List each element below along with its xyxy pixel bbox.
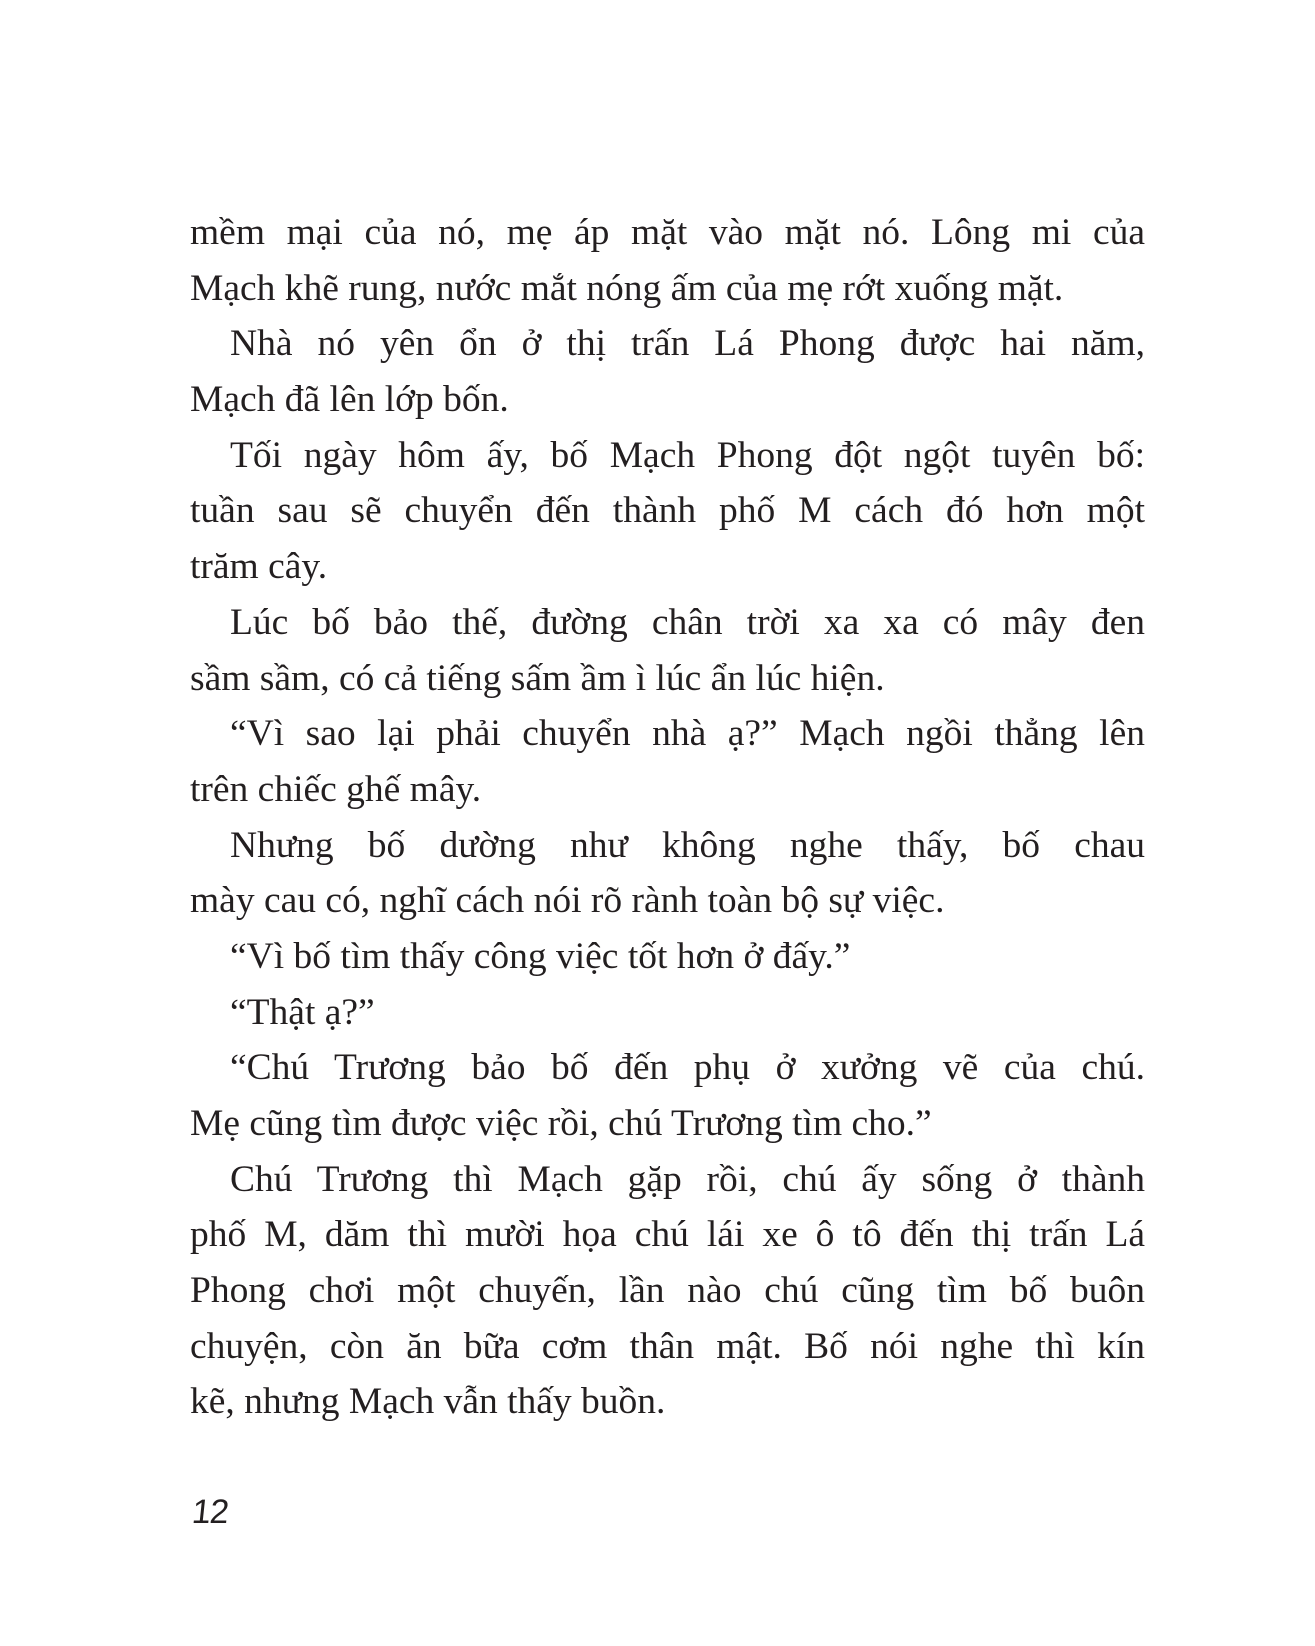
paragraph-8 bbox=[190, 985, 1145, 1041]
text-line: tuần sau sẽ chuyển đến thành phố M cách đó hơn một bbox=[190, 490, 1145, 532]
text-line: trên chiếc ghế mây. bbox=[190, 768, 482, 810]
paragraph-6 bbox=[190, 818, 1145, 929]
text-line: phố M, dăm thì mười họa chú lái xe ô tô đến thị trấn Lá bbox=[190, 1214, 1145, 1256]
page-number: 12 bbox=[190, 1493, 230, 1531]
text-line: Nhưng bố dường như không nghe thấy, bố chau bbox=[230, 824, 1145, 866]
paragraph-5 bbox=[190, 706, 1145, 817]
text-line: Tối ngày hôm ấy, bố Mạch Phong đột ngột tuyên bố: bbox=[230, 434, 1145, 476]
text-line: “Thật ạ?” bbox=[230, 991, 375, 1033]
paragraph-3 bbox=[190, 428, 1145, 595]
text-line: Chú Trương thì Mạch gặp rồi, chú ấy sống ở thành bbox=[230, 1158, 1145, 1200]
text-line: Nhà nó yên ổn ở thị trấn Lá Phong được hai năm, bbox=[230, 323, 1145, 365]
paragraph-10 bbox=[190, 1152, 1145, 1430]
text-line: chuyện, còn ăn bữa cơm thân mật. Bố nói nghe thì kín bbox=[190, 1325, 1145, 1367]
text-line: “Vì sao lại phải chuyển nhà ạ?” Mạch ngồi thẳng lên bbox=[230, 713, 1145, 755]
text-line: Mạch đã lên lớp bốn. bbox=[190, 379, 509, 421]
text-line: mày cau có, nghĩ cách nói rõ rành toàn bộ sự việc. bbox=[190, 880, 945, 922]
text-line: trăm cây. bbox=[190, 546, 328, 588]
text-line: Lúc bố bảo thế, đường chân trời xa xa có mây đen bbox=[230, 601, 1145, 643]
text-line: Mẹ cũng tìm được việc rồi, chú Trương tìm cho.” bbox=[190, 1103, 932, 1144]
text-line: sầm sầm, có cả tiếng sấm ầm ì lúc ẩn lúc hiện. bbox=[190, 657, 885, 699]
paragraph-4 bbox=[190, 595, 1145, 706]
paragraph-7 bbox=[190, 929, 1145, 985]
text-line: “Vì bố tìm thấy công việc tốt hơn ở đấy.” bbox=[230, 935, 851, 977]
text-line: Mạch khẽ rung, nước mắt nóng ấm của mẹ rớt xuống mặt. bbox=[190, 267, 1064, 309]
body-text bbox=[190, 205, 1145, 1430]
text-line: Phong chơi một chuyến, lần nào chú cũng tìm bố buôn bbox=[190, 1270, 1145, 1312]
text-line: kẽ, nhưng Mạch vẫn thấy buồn. bbox=[190, 1381, 666, 1423]
paragraph-1 bbox=[190, 205, 1145, 316]
text-line: “Chú Trương bảo bố đến phụ ở xưởng vẽ của chú. bbox=[230, 1047, 1145, 1089]
text-line: mềm mại của nó, mẹ áp mặt vào mặt nó. Lông mi của bbox=[190, 212, 1145, 253]
paragraph-9 bbox=[190, 1040, 1145, 1151]
paragraph-2 bbox=[190, 316, 1145, 427]
